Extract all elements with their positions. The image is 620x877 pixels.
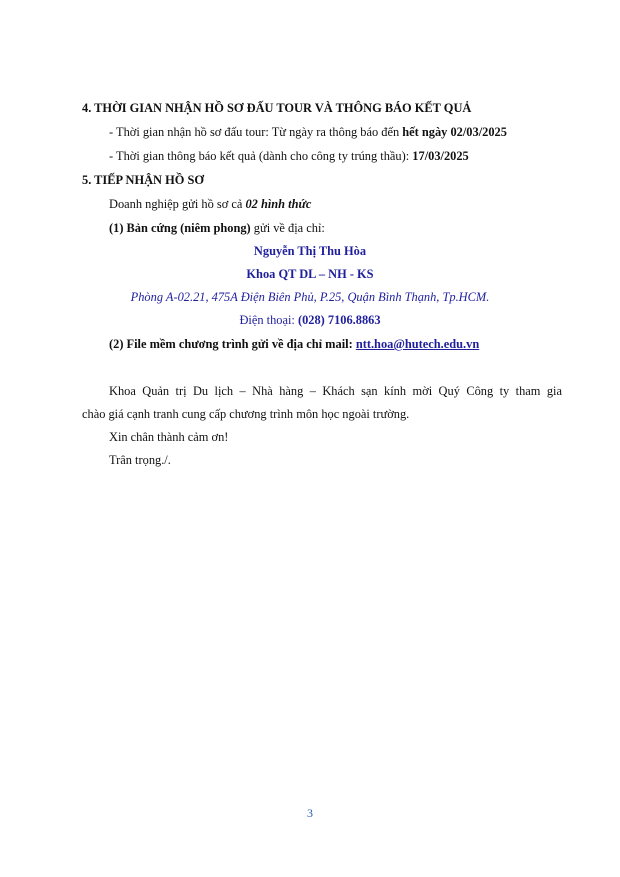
closing-paragraph-line2: chào giá cạnh tranh cung cấp chương trình môn học ngoài trường. (82, 407, 410, 421)
soft-copy-line (109, 336, 479, 352)
hard-copy-label: (1) Bản cứng (niêm phong) (109, 221, 251, 235)
regards-line: Trân trọng./. (109, 453, 171, 467)
hard-copy-line (109, 220, 325, 236)
receipt-period-text: - Thời gian nhận hồ sơ đấu tour: Từ ngày ra thông báo đến (109, 125, 403, 139)
closing-paragraph-line1 (82, 383, 562, 399)
recipient-address: Phòng A-02.21, 475A Điện Biên Phủ, P.25, Quận Bình Thạnh, Tp.HCM. (130, 290, 490, 304)
submission-intro-line (109, 196, 311, 212)
phone-label: Điện thoại: (239, 313, 298, 327)
section5-heading: 5. TIẾP NHẬN HỒ SƠ (82, 173, 204, 187)
phone-line (0, 312, 620, 328)
recipient-department: Khoa QT DL – NH - KS (246, 267, 374, 281)
submission-intro-text: Doanh nghiệp gửi hồ sơ cả (109, 197, 246, 211)
section4-heading: 4. THỜI GIAN NHẬN HỒ SƠ ĐẤU TOUR VÀ THÔNG BÁO KẾT QUẢ (82, 101, 472, 115)
thanks-line: Xin chân thành cảm ơn! (109, 430, 229, 444)
page-number: 3 (307, 806, 313, 820)
result-announcement-line (109, 148, 469, 164)
phone-number: (028) 7106.8863 (297, 313, 381, 327)
submission-forms-count: 02 hình thức (245, 197, 312, 211)
receipt-period-line (109, 124, 507, 140)
email-link[interactable]: ntt.hoa@hutech.edu.vn (355, 337, 480, 351)
hard-copy-text: gửi về địa chỉ: (250, 221, 325, 235)
recipient-name: Nguyễn Thị Thu Hòa (253, 244, 367, 258)
result-date: 17/03/2025 (412, 149, 469, 163)
result-announcement-text: - Thời gian thông báo kết quả (dành cho công ty trúng thầu): (109, 149, 413, 163)
soft-copy-label: (2) File mềm chương trình gửi về địa chỉ mail: (109, 337, 356, 351)
closing-paragraph-text1: Khoa Quản trị Du lịch – Nhà hàng – Khách sạn kính mời Quý Công ty tham gia (109, 384, 562, 398)
receipt-deadline: hết ngày 02/03/2025 (402, 125, 507, 139)
